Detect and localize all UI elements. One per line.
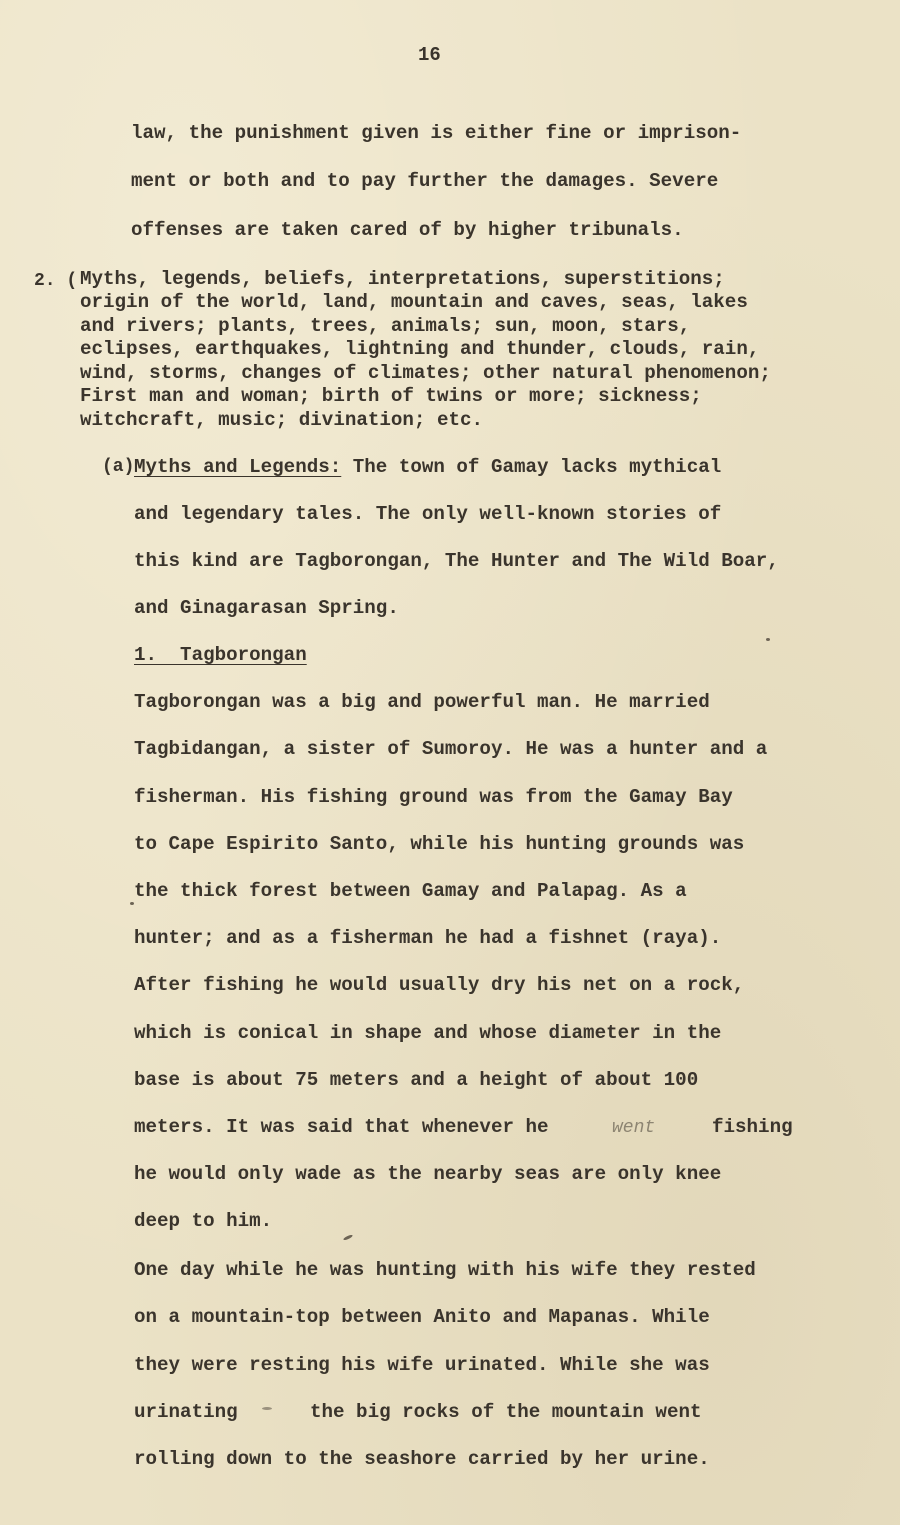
intro-line-1: law, the punishment given is either fine or imprison-	[131, 122, 742, 144]
story-1-p2-line-5: rolling down to the seashore carried by her urine.	[134, 1448, 710, 1470]
story-1-line-5: the thick forest between Gamay and Palapag. As a	[134, 880, 687, 902]
paper-speck	[766, 638, 770, 641]
paper-speck	[262, 1407, 272, 1410]
subsection-a-heading: Myths and Legends:	[134, 456, 342, 478]
story-1-line-7: After fishing he would usually dry his net on a rock,	[134, 974, 745, 996]
story-1-line-9: base is about 75 meters and a height of about 100	[134, 1069, 699, 1091]
section-2-line-1: Myths, legends, beliefs, interpretations, superstitions;	[80, 268, 725, 290]
story-1-line-11: he would only wade as the nearby seas are only knee	[134, 1163, 722, 1185]
intro-line-3: offenses are taken cared of by higher tribunals.	[131, 219, 684, 241]
section-2-line-6: First man and woman; birth of twins or more; sickness;	[80, 385, 702, 407]
subsection-a-line-3: this kind are Tagborongan, The Hunter and The Wild Boar,	[134, 550, 779, 572]
page-number: 16	[418, 44, 441, 66]
section-2-line-4: eclipses, earthquakes, lightning and thunder, clouds, rain,	[80, 338, 760, 360]
subsection-a-line-4: and Ginagarasan Spring.	[134, 597, 399, 619]
story-1-line-12: deep to him.	[134, 1210, 273, 1232]
subsection-a-line-2: and legendary tales. The only well-known stories of	[134, 503, 722, 525]
story-1-p2-line-4: urinating	[134, 1401, 238, 1423]
section-2-marker: 2. (	[34, 271, 78, 291]
paper-speck	[130, 902, 134, 905]
intro-line-2: ment or both and to pay further the damages. Severe	[131, 170, 719, 192]
story-1-line-3: fisherman. His fishing ground was from the Gamay Bay	[134, 786, 733, 808]
subsection-a-marker: (a)	[102, 457, 135, 477]
story-1-line-4: to Cape Espirito Santo, while his hunting grounds was	[134, 833, 745, 855]
story-1-line-2: Tagbidangan, a sister of Sumoroy. He was a hunter and a	[134, 738, 768, 760]
story-1-went-faint: went	[612, 1118, 656, 1138]
story-1-p2-line-1: One day while he was hunting with his wife they rested	[134, 1259, 756, 1281]
story-1-line-10: meters. It was said that whenever he	[134, 1116, 549, 1138]
subsection-a-first-line	[134, 458, 721, 477]
section-2-line-3: and rivers; plants, trees, animals; sun, moon, stars,	[80, 315, 691, 337]
story-1-p2-line-4-end: the big rocks of the mountain went	[310, 1401, 702, 1423]
story-1-p2-line-3: they were resting his wife urinated. While she was	[134, 1354, 710, 1376]
story-1-title: 1. Tagborongan	[134, 644, 307, 666]
story-1-line-8: which is conical in shape and whose diameter in the	[134, 1022, 722, 1044]
story-1-line-10-end: fishing	[712, 1116, 793, 1138]
story-1-p2-line-2: on a mountain-top between Anito and Mapanas. While	[134, 1306, 710, 1328]
section-2-line-5: wind, storms, changes of climates; other natural phenomenon;	[80, 362, 771, 384]
subsection-a-first-line-rest: The town of Gamay lacks mythical	[341, 456, 722, 478]
story-1-line-6: hunter; and as a fisherman he had a fishnet (raya).	[134, 927, 722, 949]
section-2-line-7: witchcraft, music; divination; etc.	[80, 409, 484, 431]
section-2-line-2: origin of the world, land, mountain and caves, seas, lakes	[80, 291, 748, 313]
paper-speck	[343, 1234, 353, 1241]
story-1-line-1: Tagborongan was a big and powerful man. He married	[134, 691, 710, 713]
